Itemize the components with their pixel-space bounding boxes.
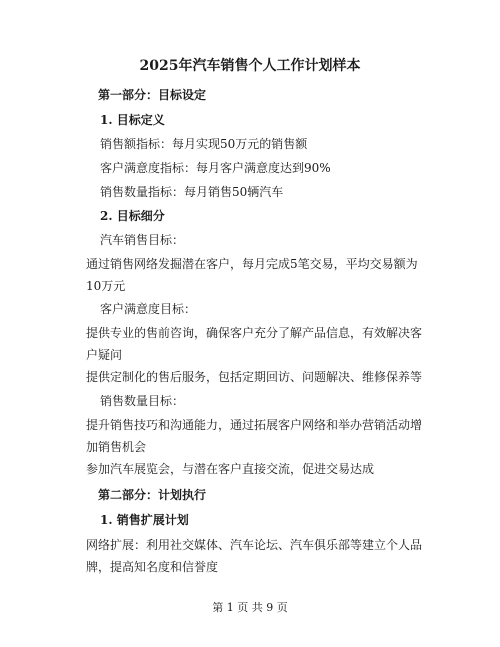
customer-satisfaction-target: 客户满意度指标：每月客户满意度达到90% xyxy=(100,161,331,175)
satisfaction-goal-text-2: 提供定制化的售后服务，包括定期回访、问题解决、维修保养等 xyxy=(86,370,423,384)
document-title: 2025年汽车销售个人工作计划样本 xyxy=(139,58,361,74)
car-sales-goal-label: 汽车销售目标： xyxy=(100,233,185,247)
sales-quantity-target: 销售数量指标：每月销售50辆汽车 xyxy=(100,185,284,199)
section-target-breakdown-heading: 2. 目标细分 xyxy=(100,209,165,223)
quantity-goal-label: 销售数量目标： xyxy=(100,394,185,408)
quantity-goal-text-2: 参加汽车展览会，与潜在客户直接交流，促进交易达成 xyxy=(86,462,375,476)
section-target-definition-heading: 1. 目标定义 xyxy=(100,113,165,127)
part2-heading: 第二部分：计划执行 xyxy=(98,488,207,502)
satisfaction-goal-text-1: 提供专业的售前咨询，确保客户充分了解产品信息，有效解决客户疑问 xyxy=(86,326,423,362)
part1-heading: 第一部分：目标设定 xyxy=(98,88,207,102)
sales-amount-target: 销售额指标：每月实现50万元的销售额 xyxy=(100,137,308,151)
network-expansion-text: 网络扩展：利用社交媒体、汽车论坛、汽车俱乐部等建立个人品牌，提高知名度和信誉度 xyxy=(86,538,423,574)
page-footer: 第 1 页 共 9 页 xyxy=(212,601,288,614)
car-sales-goal-text: 通过销售网络发掘潜在客户，每月完成5笔交易，平均交易额为10万元 xyxy=(86,257,418,293)
section-sales-expansion-heading: 1. 销售扩展计划 xyxy=(100,513,189,527)
quantity-goal-text-1: 提升销售技巧和沟通能力，通过拓展客户网络和举办营销活动增加销售机会 xyxy=(86,418,423,454)
satisfaction-goal-label: 客户满意度目标： xyxy=(100,302,197,316)
